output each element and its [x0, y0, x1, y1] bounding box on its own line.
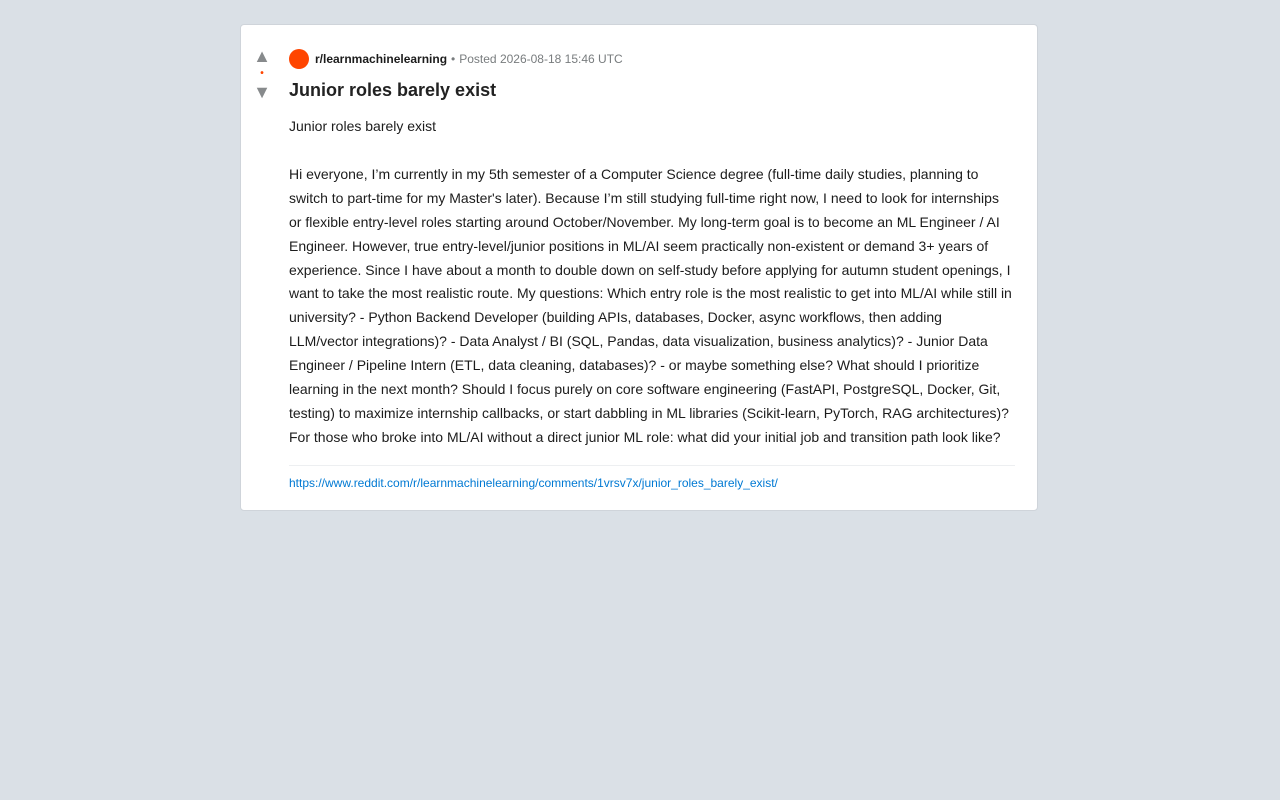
post-content: [289, 49, 1015, 490]
divider: [289, 465, 1015, 466]
post-permalink[interactable]: https://www.reddit.com/r/learnmachinelearning/comments/1vrsv7x/junior_roles_barely_exist/: [289, 475, 778, 490]
post-body-heading: Junior roles barely exist: [289, 118, 437, 134]
paragraph-spacer: [289, 139, 1015, 163]
post-meta: [289, 49, 1015, 69]
subreddit-link[interactable]: r/learnmachinelearning: [315, 52, 448, 66]
vote-column: [241, 47, 283, 101]
vote-score: •: [260, 68, 264, 79]
post-timestamp: Posted 2026-08-18 15:46 UTC: [459, 52, 623, 66]
post-body-text: Hi everyone, I’m currently in my 5th semester of a Computer Science degree (full-time daily studies, planning to switch to part-time for my Master's later). Because I’m still studying full-time right now, I need to look for internships or flexible entry-level roles starting around October/November. My long-term goal is to become an ML Engineer / AI Engineer. However, true entry-level/junior positions in ML/AI seem practically non-existent or demand 3+ years of experience. Since I have about a month to double down on self-study before applying for autumn student openings, I want to take the most realistic route. My questions: Which entry role is the most realistic to get into ML/AI while still in university? - Python Backend Developer (building APIs, databases, Docker, async workflows, then adding LLM/vector integrations)? - Data Analyst / BI (SQL, Pandas, data visualization, business analytics)? - Junior Data Engineer / Pipeline Intern (ETL, data cleaning, databases)? - or maybe something else? What should I prioritize learning in the next month? Should I focus purely on core software engineering (FastAPI, PostgreSQL, Docker, Git, testing) to maximize internship callbacks, or start dabbling in ML libraries (Scikit-learn, PyTorch, RAG architectures)? For those who broke into ML/AI without a direct junior ML role: what did your initial job and transition path look like?: [289, 165, 1012, 445]
downvote-arrow-icon[interactable]: ▼: [253, 82, 271, 102]
post-card: [240, 24, 1038, 511]
subreddit-avatar-icon[interactable]: [289, 49, 309, 69]
post-title[interactable]: Junior roles barely exist: [289, 80, 497, 100]
post-body: [289, 115, 1015, 450]
meta-separator: •: [451, 52, 456, 66]
upvote-arrow-icon[interactable]: ▲: [253, 46, 271, 66]
